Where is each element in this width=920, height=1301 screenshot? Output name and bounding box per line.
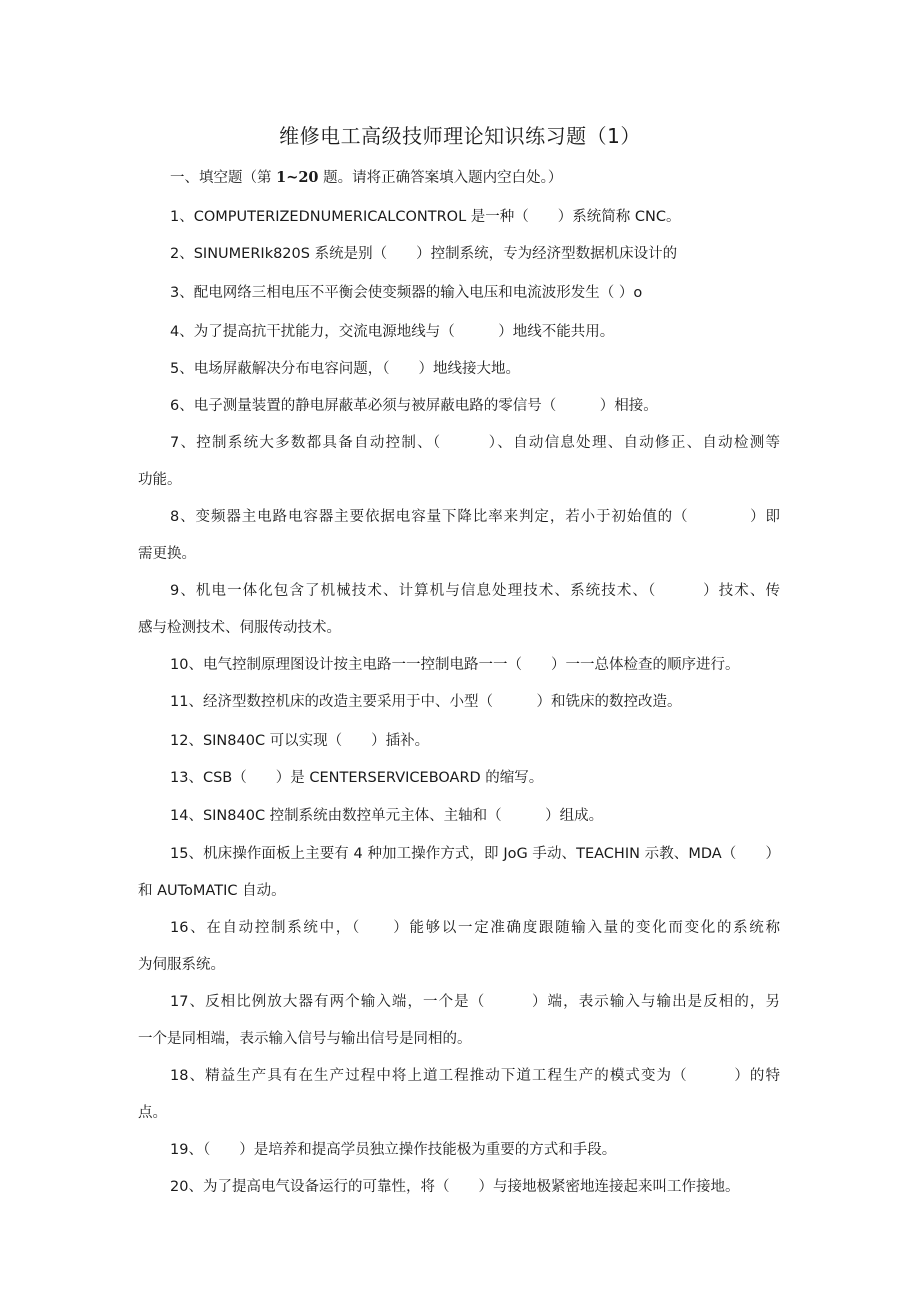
question-item (138, 766, 780, 790)
question-item (138, 205, 780, 229)
line-spacer (138, 603, 780, 616)
question-item (138, 1064, 780, 1125)
question-text-continuation: 功能。 (138, 472, 182, 488)
line-spacer (138, 1088, 780, 1101)
section-heading (170, 166, 562, 190)
question-text: 12、SIN840C 可以实现（ ）插补。 (170, 733, 430, 749)
question-item (138, 242, 780, 266)
question-item (138, 1138, 780, 1162)
question-text: 3、配电网络三相电压不平衡会使变频器的输入电压和电流波形发生（ ）o (170, 285, 643, 301)
line-spacer (138, 529, 780, 542)
question-text: 20、为了提高电气设备运行的可靠性，将（ ）与接地极紧密地连接起来叫工作接地。 (170, 1179, 740, 1195)
question-text: 5、电场屏蔽解决分布电容问题，（ ）地线接大地。 (170, 361, 520, 377)
question-text: 9、机电一体化包含了机械技术、计算机与信息处理技术、系统技术、（ ）技术、传 (170, 583, 780, 599)
line-spacer (138, 940, 780, 953)
section-heading-prefix: 一、填空题（第 (170, 170, 277, 186)
question-text: 18、精益生产具有在生产过程中将上道工程推动下道工程生产的模式变为（ ）的特 (170, 1068, 780, 1084)
question-text: 1、COMPUTERIZEDNUMERICALCONTROL 是一种（ ）系统简称 CNC。 (170, 209, 681, 225)
question-text-continuation: 点。 (138, 1105, 167, 1121)
section-heading-suffix: 题。请将正确答案填入题内空白处。） (318, 170, 563, 186)
question-item (138, 842, 780, 903)
question-text-continuation: 一个是同相端，表示输入信号与输出信号是同相的。 (138, 1031, 472, 1047)
question-text-continuation: 为伺服系统。 (138, 957, 225, 973)
question-text: 17、反相比例放大器有两个输入端，一个是（ ）端，表示输入与输出是反相的，另 (170, 994, 780, 1010)
question-text: 14、SIN840C 控制系统由数控单元主体、主轴和（ ）组成。 (170, 808, 604, 824)
question-text-continuation: 感与检测技术、伺服传动技术。 (138, 620, 341, 636)
question-text: 16、在自动控制系统中，（ ）能够以一定准确度跟随输入量的变化而变化的系统称 (170, 920, 780, 936)
question-text: 8、变频器主电路电容器主要依据电容量下降比率来判定，若小于初始值的（ ）即 (170, 509, 780, 525)
question-text: 13、CSB（ ）是 CENTERSERVICEBOARD 的缩写。 (170, 770, 544, 786)
question-text: 15、机床操作面板上主要有 4 种加工操作方式，即 JoG 手动、TEACHIN 示教、MDA（ ） (170, 846, 780, 862)
section-heading-range: 1~20 (276, 169, 319, 186)
question-text: 19、（ ）是培养和提高学员独立操作技能极为重要的方式和手段。 (170, 1142, 617, 1158)
question-item (138, 653, 780, 677)
question-text: 11、经济型数控机床的改造主要采用于中、小型（ ）和铣床的数控改造。 (170, 694, 682, 710)
question-text: 6、电子测量装置的静电屏蔽革必须与被屏蔽电路的零信号（ ）相接。 (170, 398, 658, 414)
question-text-continuation: 需更换。 (138, 546, 196, 562)
question-item (138, 281, 780, 305)
question-text: 10、电气控制原理图设计按主电路一一控制电路一一（ ）一一总体检查的顺序进行。 (170, 657, 740, 673)
question-item (138, 320, 780, 344)
line-spacer (138, 1014, 780, 1027)
question-text: 7、控制系统大多数都具备自动控制、（ ）、自动信息处理、自动修正、自动检测等 (170, 435, 780, 451)
question-item (138, 505, 780, 566)
document-title: 维修电工高级技师理论知识练习题（1） (279, 124, 641, 148)
question-item (138, 357, 780, 381)
question-item (138, 990, 780, 1051)
question-item (138, 916, 780, 977)
question-item (138, 690, 780, 714)
line-spacer (138, 866, 780, 879)
question-item (138, 579, 780, 640)
question-item (138, 804, 780, 828)
question-item (138, 394, 780, 418)
question-text-continuation: 和 AUToMATIC 自动。 (138, 883, 286, 899)
question-item (138, 431, 780, 492)
question-item (138, 729, 780, 753)
question-text: 2、SINUMERIk820S 系统是别（ ）控制系统，专为经济型数据机床设计的 (170, 246, 678, 262)
line-spacer (138, 455, 780, 468)
question-item (138, 1175, 780, 1199)
question-text: 4、为了提高抗干扰能力，交流电源地线与（ ）地线不能共用。 (170, 324, 615, 340)
